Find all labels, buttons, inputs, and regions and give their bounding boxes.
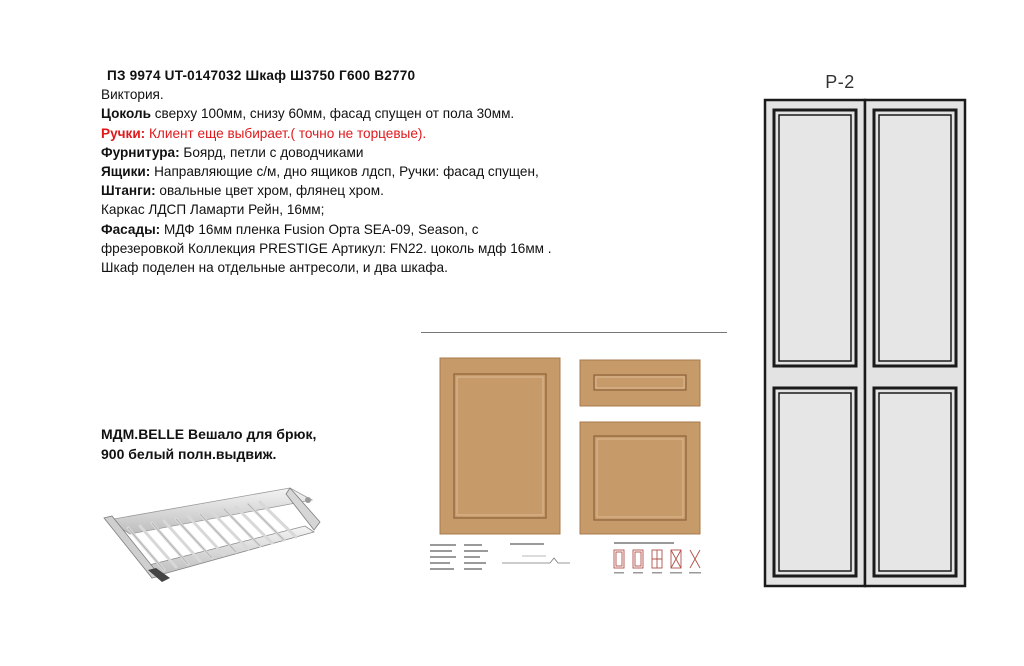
- spec-line-text: Шкаф поделен на отдельные антресоли, и два шкафа.: [101, 260, 448, 276]
- spec-title: ПЗ 9974 UT-0147032 Шкаф Ш3750 Г600 В2770: [107, 68, 416, 83]
- wardrobe-door-drawing: [760, 74, 970, 594]
- spec-line-text: Боярд, петли с доводчиками: [179, 144, 364, 160]
- spec-lines: [101, 104, 661, 277]
- spec-line-text: МДФ 16мм пленка Fusion Орта SEA-09, Season, с: [160, 221, 479, 237]
- spec-line: [101, 124, 661, 143]
- facade-drawer-sample: [580, 360, 700, 406]
- spec-line: [101, 181, 661, 200]
- spec-line-label: Фасады:: [101, 221, 161, 237]
- spec-line-text: овальные цвет хром, флянец хром.: [155, 183, 384, 199]
- spec-line-label: Штанги:: [101, 183, 156, 199]
- facade-samples: [430, 350, 720, 580]
- client-name: Виктория.: [101, 87, 164, 103]
- spec-line-label: Ящики:: [101, 164, 151, 180]
- spec-line: [101, 104, 661, 123]
- trouser-rack-image: [100, 478, 330, 588]
- spec-line: [101, 200, 661, 219]
- spec-line-label: Ручки:: [101, 125, 146, 141]
- spec-line-label: Цоколь: [101, 106, 151, 122]
- spec-block: [101, 66, 661, 277]
- spec-line: [101, 162, 661, 181]
- spec-line-text: сверху 100мм, снизу 60мм, фасад спущен от пола 30мм.: [150, 106, 515, 122]
- spec-line-text: Направляющие с/м, дно ящиков лдсп, Ручки: фасад спущен,: [150, 164, 539, 180]
- spec-line-text: фрезеровкой Коллекция PRESTIGE Артикул: FN22. цоколь мдф 16мм .: [101, 240, 552, 256]
- product-name-line1: МДМ.BELLE Вешало для брюк,: [101, 426, 317, 442]
- spec-line: [101, 258, 661, 277]
- spec-line: [101, 220, 661, 239]
- spec-line-text: Клиент еще выбирает.( точно не торцевые).: [145, 125, 427, 141]
- spec-line-text: Каркас ЛДСП Ламарти Рейн, 16мм;: [101, 202, 325, 218]
- divider: [421, 332, 727, 333]
- spec-line-label: Фурнитура:: [101, 144, 180, 160]
- product-name-line2: 900 белый полн.выдвиж.: [101, 446, 277, 462]
- drawing-title: Р-2: [825, 72, 855, 92]
- spec-line: [101, 143, 661, 162]
- product-caption: [101, 424, 316, 464]
- spec-line: [101, 239, 661, 258]
- facade-door-sample: [440, 358, 560, 534]
